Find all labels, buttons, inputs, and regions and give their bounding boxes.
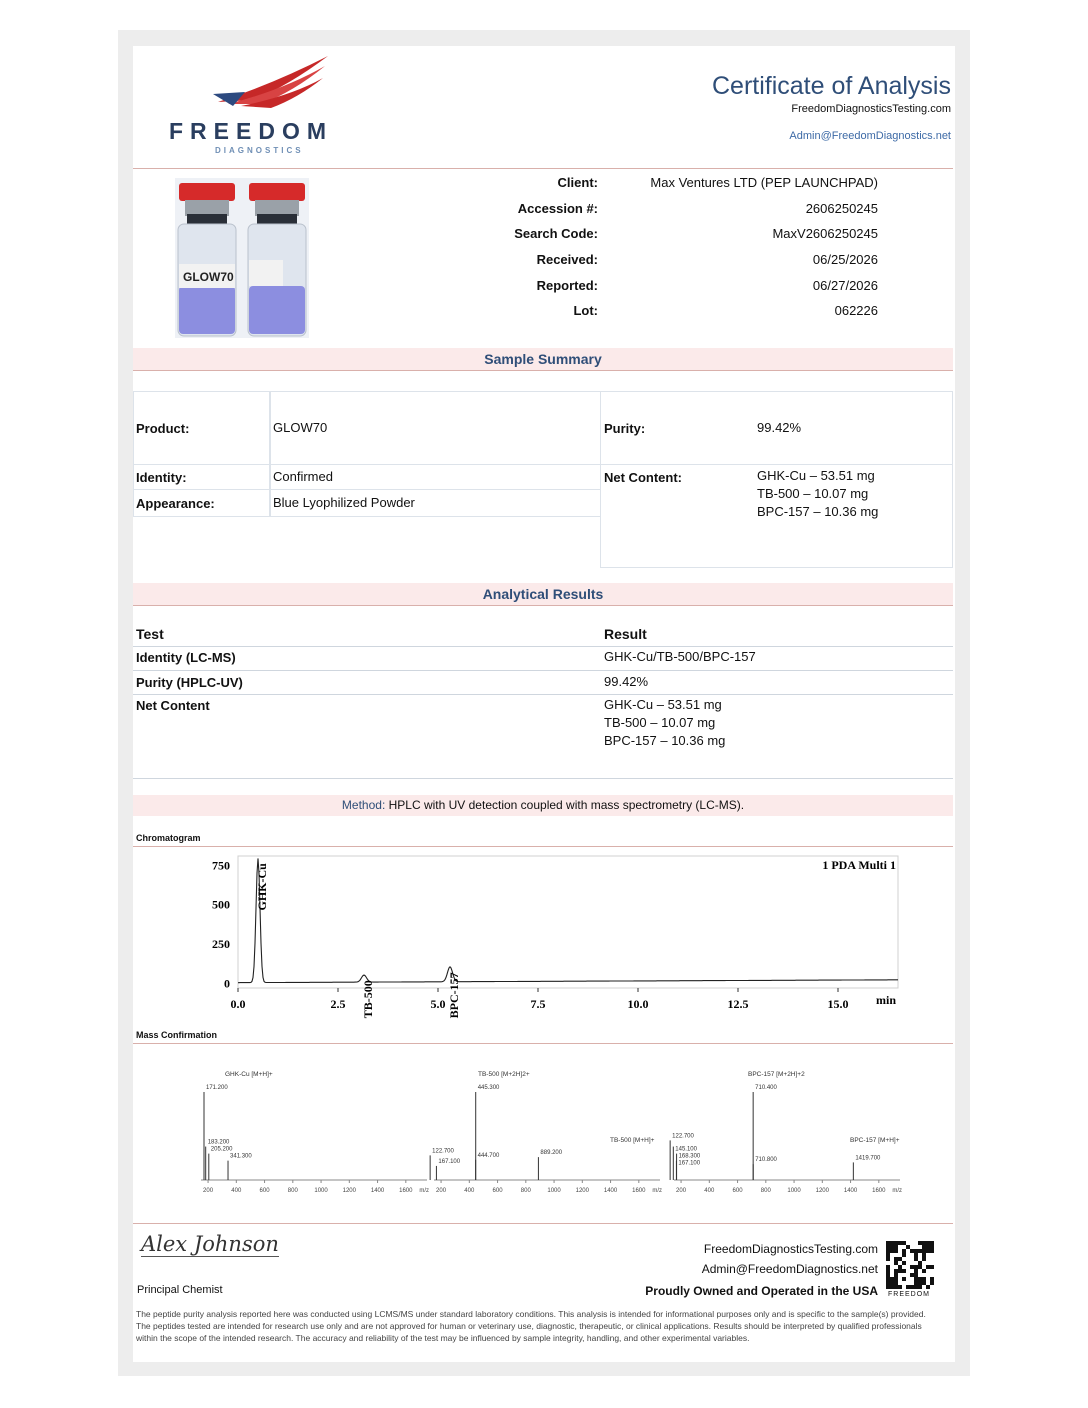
purity-label: Purity: [604, 421, 646, 436]
ms-series-label: TB-500 [M+2H]2+ [478, 1071, 530, 1078]
qr-module [926, 1245, 930, 1249]
sample-summary-band [133, 348, 953, 370]
ms-spectrum-tb-500 [428, 1062, 668, 1202]
client-info [428, 172, 908, 332]
qr-module [894, 1269, 898, 1273]
ms-x-tick-label: 800 [760, 1188, 771, 1194]
qr-code-icon [882, 1239, 938, 1289]
signature: Alex Johnson [141, 1232, 279, 1256]
qr-module [886, 1249, 890, 1253]
x-tick-label: 7.5 [530, 997, 546, 1011]
qr-module [926, 1265, 930, 1269]
ms-x-tick-label: 1400 [603, 1188, 618, 1194]
certificate-page [133, 46, 955, 1362]
qr-module [902, 1261, 906, 1265]
qr-module [894, 1249, 898, 1253]
divider [133, 1043, 953, 1044]
x-unit-label: min [875, 993, 896, 1007]
qr-module [898, 1241, 902, 1245]
ms-peak-label: 167.100 [438, 1158, 461, 1165]
y-tick-label: 250 [212, 937, 230, 951]
purity-value: 99.42% [757, 420, 802, 435]
ms-peak-label: 145.100 [675, 1146, 698, 1153]
ms-x-tick-label: 1000 [787, 1188, 801, 1194]
ms-series-label: GHK-Cu [M+H]+ [225, 1071, 273, 1078]
identity-value: Confirmed [273, 469, 333, 484]
x-tick-label: 0.0 [230, 997, 246, 1011]
chromatogram-chart [188, 852, 908, 1022]
row-divider [133, 670, 953, 671]
ms-x-tick-label: 200 [203, 1188, 214, 1194]
chart-legend: 1 PDA Multi 1 [822, 858, 896, 872]
ms-peak-label: 444.700 [477, 1152, 500, 1159]
ms-peak-label: 205.200 [210, 1146, 233, 1153]
qr-module [918, 1249, 922, 1253]
qr-module [894, 1281, 898, 1285]
divider [133, 168, 953, 169]
ms-x-tick-label: 600 [259, 1188, 270, 1194]
vial-label: GLOW70 [183, 270, 234, 284]
qr-module [930, 1241, 934, 1245]
ms-peak-label: 341.300 [230, 1153, 252, 1160]
ms-peak-label: 445.300 [477, 1085, 500, 1091]
signer-role: Principal Chemist [137, 1284, 223, 1296]
qr-module [902, 1277, 906, 1281]
ms-series-label: BPC-157 [M+2H]+2 [748, 1071, 805, 1078]
qr-module [918, 1285, 922, 1289]
plot-frame [238, 856, 898, 988]
qr-code[interactable] [882, 1239, 942, 1303]
ms-peak-label: 171.200 [205, 1085, 228, 1091]
qr-module [890, 1241, 894, 1245]
ms-x-tick-label: 400 [231, 1188, 242, 1194]
ms-x-unit-label: m/z [892, 1188, 902, 1194]
qr-module [910, 1265, 914, 1269]
net-content-line: TB-500 – 10.07 mg [757, 486, 869, 501]
ms-spectrum-bpc-157 [668, 1062, 908, 1202]
qr-module [890, 1245, 894, 1249]
qr-module [922, 1245, 926, 1249]
ms-x-tick-label: 1400 [843, 1188, 858, 1194]
info-label-reported: Reported: [536, 278, 598, 293]
logo-wordmark: FREEDOM [169, 118, 333, 144]
qr-module [894, 1257, 898, 1261]
result-net-content: BPC-157 – 10.36 mg [604, 733, 726, 748]
result-purity: 99.42% [604, 674, 649, 689]
qr-module [914, 1249, 918, 1253]
qr-module [914, 1253, 918, 1257]
product-image [175, 178, 309, 338]
result-net-content: TB-500 – 10.07 mg [604, 715, 716, 730]
info-value-client: Max Ventures LTD (PEP LAUNCHPAD) [650, 175, 878, 190]
test-net-content: Net Content [136, 698, 210, 713]
qr-module [894, 1273, 898, 1277]
test-purity: Purity (HPLC-UV) [136, 675, 243, 690]
flag-swoosh-icon [213, 54, 333, 114]
ms-peak-label: 710.800 [755, 1157, 777, 1164]
ms-peak-label: 889.200 [540, 1150, 563, 1157]
qr-module [886, 1245, 890, 1249]
method-text: HPLC with UV detection coupled with mass spectrometry (LC-MS). [385, 798, 745, 812]
peak-label: GHK-Cu [255, 863, 269, 911]
info-value-search-code: MaxV2606250245 [772, 226, 878, 241]
ms-x-tick-label: 800 [520, 1188, 531, 1194]
summary-cell [133, 464, 601, 490]
qr-module [890, 1285, 894, 1289]
info-value-lot: 062226 [834, 303, 878, 318]
qr-module [894, 1277, 898, 1281]
qr-module [926, 1241, 930, 1245]
ms-x-tick-label: 1600 [399, 1188, 413, 1194]
qr-module [890, 1249, 894, 1253]
qr-module [914, 1257, 918, 1261]
ms-peak-label: 167.100 [678, 1160, 701, 1167]
y-tick-label: 0 [224, 976, 230, 991]
divider [133, 846, 953, 847]
ms-peak-label: 122.700 [432, 1148, 454, 1155]
qr-module [930, 1277, 934, 1281]
qr-module [886, 1285, 890, 1289]
identity-label: Identity: [136, 470, 187, 485]
analytical-results-title: Analytical Results [482, 586, 604, 602]
net-content-label: Net Content: [604, 470, 682, 485]
chromatogram-trace [238, 858, 898, 982]
qr-module [930, 1249, 934, 1253]
ms-x-unit-label: m/z [419, 1188, 429, 1194]
ms-x-tick-label: 600 [492, 1188, 503, 1194]
qr-module [906, 1245, 910, 1249]
qr-module [922, 1257, 926, 1261]
ms-x-tick-label: 1600 [872, 1188, 886, 1194]
x-tick-label: 5.0 [430, 997, 446, 1011]
qr-module [890, 1277, 894, 1281]
qr-module [886, 1281, 890, 1285]
logo [163, 54, 333, 154]
info-label-lot: Lot: [573, 303, 598, 318]
test-identity: Identity (LC-MS) [136, 650, 236, 665]
footer-website[interactable]: FreedomDiagnosticsTesting.com [703, 1242, 878, 1256]
header-website[interactable]: FreedomDiagnosticsTesting.com [791, 103, 951, 115]
qr-module [918, 1281, 922, 1285]
y-tick-label: 500 [212, 897, 230, 912]
info-value-received: 06/25/2026 [812, 252, 878, 267]
method-label: Method: [341, 798, 386, 812]
row-divider [133, 646, 953, 647]
ms-x-tick-label: 1000 [547, 1188, 561, 1194]
row-divider [133, 694, 953, 695]
qr-module [918, 1265, 922, 1269]
ms-x-unit-label: m/z [652, 1188, 662, 1194]
qr-module [906, 1285, 910, 1289]
col-result-header: Result [604, 626, 647, 642]
ms-peak-label: 168.300 [678, 1153, 701, 1160]
qr-module [914, 1277, 918, 1281]
qr-module [922, 1281, 926, 1285]
footer-email[interactable]: Admin@FreedomDiagnostics.net [701, 1262, 878, 1276]
x-tick-label: 10.0 [627, 997, 649, 1011]
qr-module [902, 1241, 906, 1245]
disclaimer: The peptide purity analysis reported here was conducted using LCMS/MS under standard laboratory conditions. This analysis is intended for informational purposes only and is specific to the sample(s) provided. The peptides tested are intended for research use only and are not approved for human or veterinary use, diagnostic, therapeutic, or clinical applications. Results should be interpreted by qualified professionals within the scope of the intended research. The accuracy and reliability of the test may be influenced by sample integrity, handling, and other experimental variables. [136, 1309, 926, 1343]
qr-module [898, 1257, 902, 1261]
info-label-client: Client: [557, 175, 598, 190]
qr-module [902, 1269, 906, 1273]
qr-module [914, 1269, 918, 1273]
qr-module [918, 1241, 922, 1245]
footer-tagline: Proudly Owned and Operated in the USA [645, 1284, 878, 1298]
info-value-reported: 06/27/2026 [812, 278, 878, 293]
ms-x-tick-label: 1600 [632, 1188, 646, 1194]
peak-label: BPC-157 [447, 972, 461, 1019]
ms-x-tick-label: 400 [464, 1188, 475, 1194]
sample-summary-title: Sample Summary [484, 351, 602, 367]
vial-icon [175, 178, 309, 338]
qr-label: FREEDOM [888, 1291, 930, 1298]
divider [133, 370, 953, 371]
qr-module [898, 1265, 902, 1269]
peak-label: TB-500 [361, 980, 375, 1019]
qr-module [894, 1245, 898, 1249]
summary-cell [133, 391, 601, 465]
qr-module [914, 1281, 918, 1285]
method-band [133, 795, 953, 816]
ms-peak-label: 183.200 [207, 1139, 230, 1146]
ms-spectrum-ghk-cu [195, 1062, 435, 1202]
ms-x-tick-label: 800 [287, 1188, 298, 1194]
x-tick-label: 12.5 [727, 997, 749, 1011]
qr-module [898, 1269, 902, 1273]
ms-peak-label: 122.700 [672, 1133, 694, 1140]
ms-x-tick-label: 400 [704, 1188, 715, 1194]
ms-x-tick-label: 200 [436, 1188, 447, 1194]
chromatogram-title: Chromatogram [136, 833, 201, 843]
info-label-received: Received: [536, 252, 598, 267]
qr-module [886, 1269, 890, 1273]
qr-module [918, 1277, 922, 1281]
qr-module [886, 1273, 890, 1277]
product-value: GLOW70 [273, 420, 328, 435]
ms-series-label: TB-500 [M+H]+ [610, 1137, 655, 1144]
page-title: Certificate of Analysis [712, 72, 951, 100]
qr-module [910, 1273, 914, 1277]
qr-module [930, 1281, 934, 1285]
qr-module [886, 1253, 890, 1257]
appearance-label: Appearance: [136, 496, 215, 511]
qr-module [926, 1249, 930, 1253]
net-content-line: BPC-157 – 10.36 mg [757, 504, 879, 519]
qr-module [922, 1249, 926, 1253]
ms-x-tick-label: 600 [732, 1188, 743, 1194]
col-test-header: Test [136, 626, 164, 642]
qr-module [886, 1241, 890, 1245]
analytical-results-band [133, 583, 953, 605]
qr-module [902, 1253, 906, 1257]
ms-x-tick-label: 1400 [370, 1188, 385, 1194]
product-label: Product: [136, 421, 190, 436]
x-tick-label: 2.5 [330, 997, 346, 1011]
qr-module [898, 1285, 902, 1289]
qr-module [922, 1253, 926, 1257]
qr-module [914, 1273, 918, 1277]
ms-series-label: BPC-157 [M+H]+ [850, 1137, 900, 1144]
ms-peak-label: 1419.700 [855, 1155, 881, 1162]
ms-x-tick-label: 1200 [575, 1188, 589, 1194]
qr-module [886, 1265, 890, 1269]
ms-x-tick-label: 1200 [815, 1188, 829, 1194]
qr-module [894, 1285, 898, 1289]
info-label-accession: Accession #: [517, 201, 598, 216]
info-label-search-code: Search Code: [514, 226, 598, 241]
divider [133, 605, 953, 606]
mass-confirmation-title: Mass Confirmation [136, 1030, 218, 1040]
qr-module [894, 1261, 898, 1265]
header-email[interactable]: Admin@FreedomDiagnostics.net [789, 130, 951, 142]
ms-peak-label: 710.400 [755, 1085, 777, 1091]
qr-module [918, 1261, 922, 1265]
qr-module [894, 1241, 898, 1245]
qr-module [890, 1281, 894, 1285]
qr-module [902, 1249, 906, 1253]
qr-module [922, 1241, 926, 1245]
qr-module [914, 1265, 918, 1269]
qr-module [910, 1249, 914, 1253]
ms-x-tick-label: 1200 [342, 1188, 356, 1194]
ms-x-tick-label: 200 [676, 1188, 687, 1194]
info-value-accession: 2606250245 [805, 201, 878, 216]
qr-module [886, 1257, 890, 1261]
qr-module [914, 1285, 918, 1289]
result-identity: GHK-Cu/TB-500/BPC-157 [604, 649, 756, 664]
qr-module [930, 1265, 934, 1269]
x-tick-label: 15.0 [827, 997, 849, 1011]
qr-module [930, 1245, 934, 1249]
qr-module [926, 1285, 930, 1289]
ms-x-tick-label: 1000 [314, 1188, 328, 1194]
qr-module [922, 1269, 926, 1273]
qr-module [910, 1285, 914, 1289]
qr-module [886, 1277, 890, 1281]
appearance-value: Blue Lyophilized Powder [273, 495, 415, 510]
divider [133, 1223, 953, 1224]
result-net-content: GHK-Cu – 53.51 mg [604, 697, 722, 712]
net-content-line: GHK-Cu – 53.51 mg [757, 468, 875, 483]
qr-module [922, 1277, 926, 1281]
y-tick-label: 750 [212, 858, 230, 873]
logo-subtext: DIAGNOSTICS [215, 146, 304, 155]
row-divider [133, 778, 953, 779]
